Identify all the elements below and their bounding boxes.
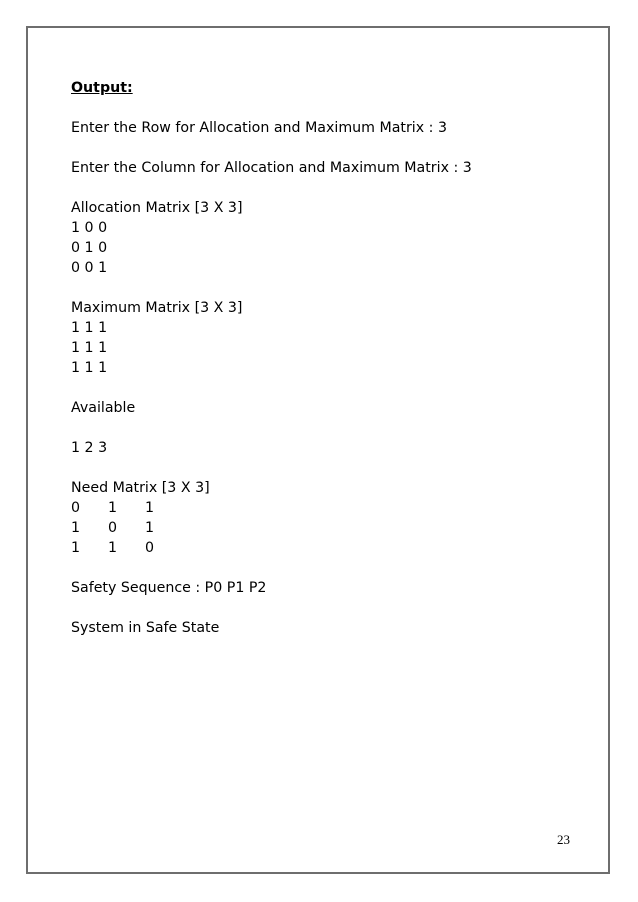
system-state: System in Safe State <box>71 620 220 636</box>
need-cell: 1 <box>108 500 118 516</box>
maximum-matrix-title: Maximum Matrix [3 X 3] <box>71 300 243 316</box>
need-cell: 1 <box>145 520 155 536</box>
allocation-matrix-title: Allocation Matrix [3 X 3] <box>71 200 243 216</box>
safety-sequence: Safety Sequence : P0 P1 P2 <box>71 580 267 596</box>
need-cell: 0 <box>108 520 118 536</box>
maximum-row: 1 1 1 <box>71 320 108 336</box>
maximum-row: 1 1 1 <box>71 360 108 376</box>
need-cell: 1 <box>108 540 118 556</box>
need-row <box>71 538 571 558</box>
need-cell: 0 <box>71 500 81 516</box>
available-title: Available <box>71 400 136 416</box>
allocation-row: 0 0 1 <box>71 260 108 276</box>
need-cell: 0 <box>145 540 155 556</box>
column-prompt: Enter the Column for Allocation and Maximum Matrix : 3 <box>71 160 472 176</box>
output-heading: Output: <box>71 80 133 96</box>
available-values: 1 2 3 <box>71 440 108 456</box>
maximum-row: 1 1 1 <box>71 340 108 356</box>
need-cell: 1 <box>71 520 81 536</box>
need-row <box>71 518 571 538</box>
need-cell: 1 <box>71 540 81 556</box>
need-matrix-title: Need Matrix [3 X 3] <box>71 480 210 496</box>
output-content <box>71 78 571 638</box>
allocation-row: 0 1 0 <box>71 240 108 256</box>
row-prompt: Enter the Row for Allocation and Maximum Matrix : 3 <box>71 120 447 136</box>
need-cell: 1 <box>145 500 155 516</box>
page-number: 23 <box>557 832 570 847</box>
need-row <box>71 498 571 518</box>
allocation-row: 1 0 0 <box>71 220 108 236</box>
